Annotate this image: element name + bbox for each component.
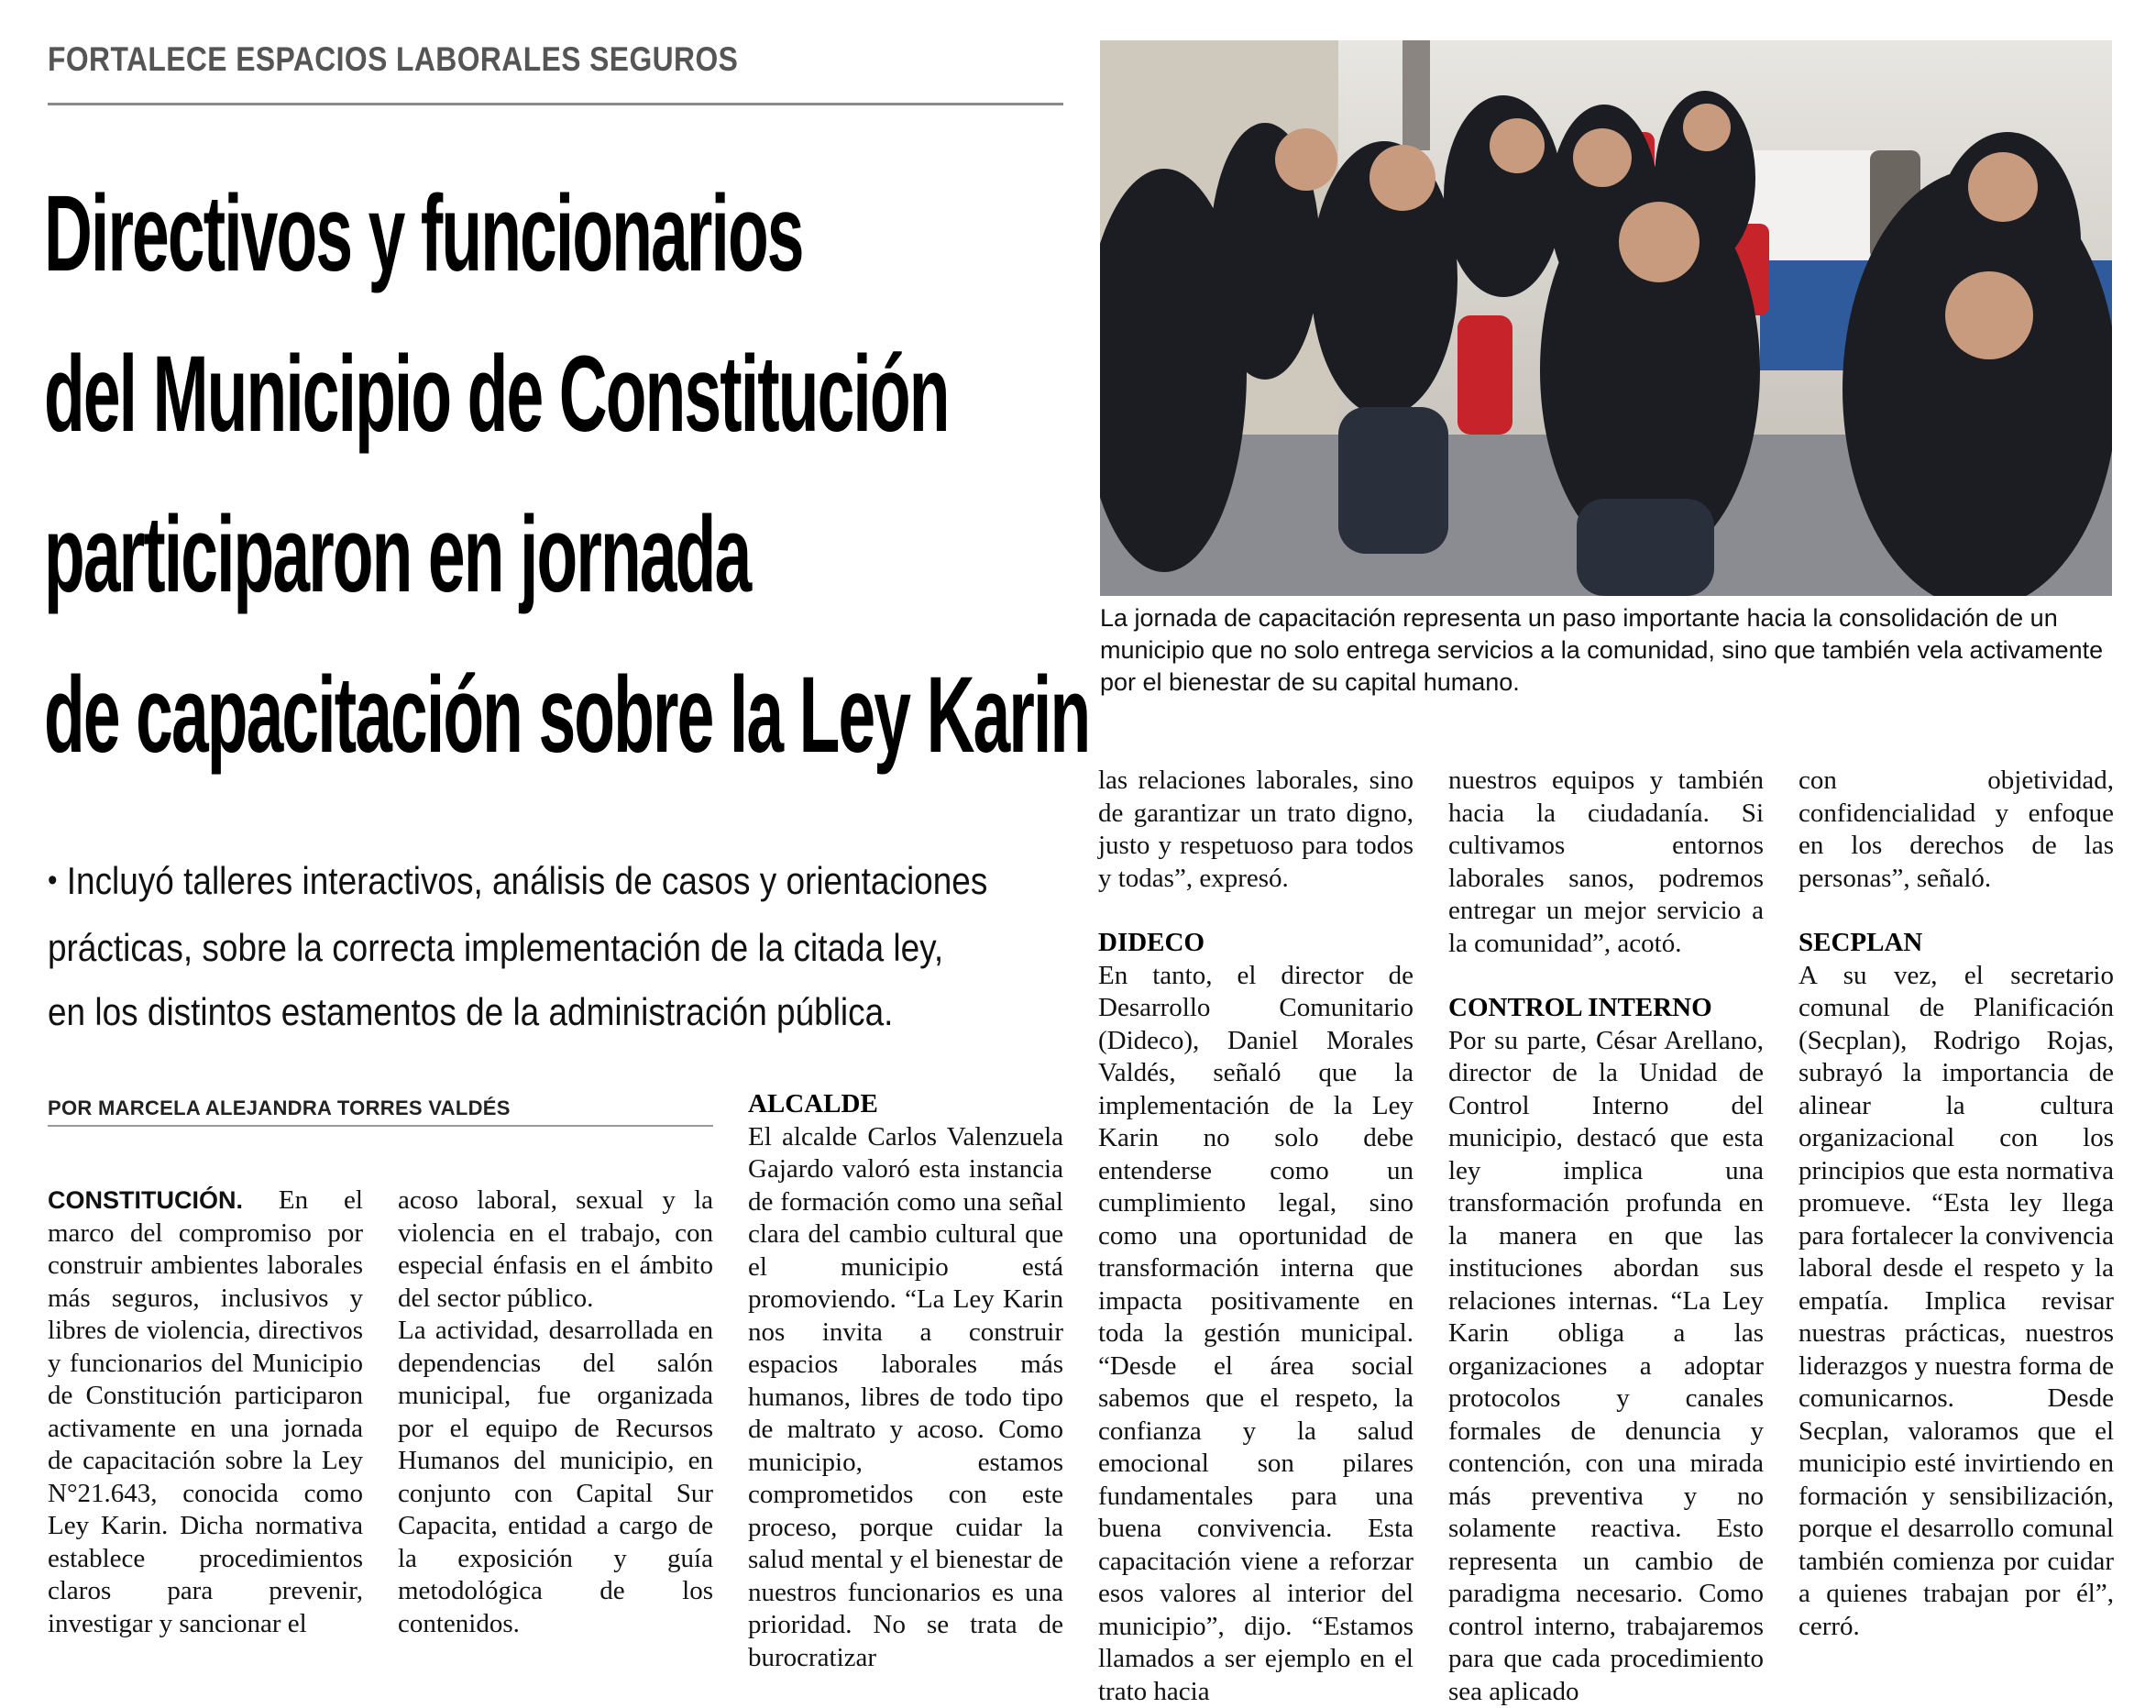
headline-line: de capacitación sobre la Ley Karin <box>44 635 896 796</box>
body-text: A su vez, el secretario comunal de Planificación (Secplan), Rodrigo Rojas, subrayó la importancia de alinear la cultura organizacional con los principios que esta normativa promueve. “Esta ley llega para fortalecer la convivencia laboral desde el respeto y la empatía. Implica revisar nuestras prácticas, nuestros liderazgos y nuestra forma de comunicarnos. Desde Secplan, valoramos que el municipio esté invirtiendo en formación y sensibilización, porque el desarrollo comunal también comienza por cuidar a quienes trabajan por él”, cerró. <box>1798 960 2114 1644</box>
article-photo <box>1100 40 2112 596</box>
subheading-control-interno: CONTROL INTERNO <box>1448 992 1764 1025</box>
body-column-2 <box>398 1185 713 1640</box>
body-column-1 <box>48 1185 363 1640</box>
lead-line: Incluyó talleres interactivos, análisis de casos y orientaciones <box>67 859 988 902</box>
kicker-divider <box>48 103 1063 105</box>
lead-summary <box>48 849 1064 1044</box>
body-text: El alcalde Carlos Valenzuela Gajardo valoró esta instancia de formación como una señal clara del cambio cultural que el municipio está promoviendo. “La Ley Karin nos invita a construir espacios laborales más humanos, libres de todo tipo de maltrato y acoso. Como municipio, estamos comprometidos con este proceso, porque cuidar la salud mental y el bienestar de nuestros funcionarios es una prioridad. No se trata de burocratizar <box>748 1121 1063 1675</box>
photo-caption: La jornada de capacitación representa un paso importante hacia la consolidación de un municipio que no solo entrega servicios a la comunidad, sino que también vela activamente por el bienestar de su capital humano. <box>1100 602 2127 699</box>
headline-line: del Municipio de Constitución <box>44 314 896 475</box>
body-column-5 <box>1448 765 1764 1708</box>
byline-divider <box>48 1125 713 1127</box>
byline: POR MARCELA ALEJANDRA TORRES VALDÉS <box>48 1096 511 1120</box>
body-column-6 <box>1798 765 2114 1643</box>
lead-line: prácticas, sobre la correcta implementación de la citada ley, <box>48 916 1064 980</box>
body-text: nuestros equipos y también hacia la ciudadanía. Si cultivamos entornos laborales sanos, podremos entregar un mejor servicio a la comunidad”, acotó. <box>1448 765 1764 960</box>
section-kicker: FORTALECE ESPACIOS LABORALES SEGUROS <box>48 40 738 79</box>
body-text: En tanto, el director de Desarrollo Comunitario (Dideco), Daniel Morales Valdés, señaló que la implementación de la Ley Karin no solo debe entenderse como un cumplimiento legal, sino como una oportunidad de transformación interna que impacta positivamente en toda la gestión municipal. “Desde el área social sabemos que el respeto, la confianza y la salud emocional son pilares fundamentales para una buena convivencia. Esta capacitación viene a reforzar esos valores al interior del municipio”, dijo. “Estamos llamados a ser ejemplo en el trato hacia <box>1098 960 1414 1708</box>
body-text: las relaciones laborales, sino de garantizar un trato digno, justo y respetuoso para todos y todas”, expresó. <box>1098 765 1414 895</box>
headline-line: participaron en jornada <box>44 475 896 635</box>
body-text: La actividad, desarrollada en dependencias del salón municipal, fue organizada por el equipo de Recursos Humanos del municipio, en conjunto con Capital Sur Capacita, entidad a cargo de la exposición y guía metodológica de los contenidos. <box>398 1315 713 1640</box>
body-text: con objetividad, confidencialidad y enfoque en los derechos de las personas”, señaló. <box>1798 765 2114 895</box>
subheading-alcalde: ALCALDE <box>748 1088 1063 1121</box>
subheading-secplan: SECPLAN <box>1798 927 2114 960</box>
headline <box>44 154 896 796</box>
body-column-3 <box>748 1088 1063 1674</box>
headline-line: Directivos y funcionarios <box>44 154 896 314</box>
subheading-dideco: DIDECO <box>1098 927 1414 960</box>
body-text: acoso laboral, sexual y la violencia en el trabajo, con especial énfasis en el ámbito del sector público. <box>398 1185 713 1315</box>
body-text: Por su parte, César Arellano, director de la Unidad de Control Interno del municipio, destacó que esta ley implica una transformación profunda en la manera en que las instituciones abordan sus relaciones internas. “La Ley Karin obliga a las organizaciones a adoptar protocolos y canales formales de denuncia y contención, con una mirada más preventiva y no solamente reactiva. Esto representa un cambio de paradigma necesario. Como control interno, trabajaremos para que cada procedimiento sea aplicado <box>1448 1025 1764 1708</box>
lead-line: en los distintos estamentos de la administración pública. <box>48 980 1064 1044</box>
body-text: En el marco del compromiso por construir ambientes laborales más seguros, inclusivos y libres de violencia, directivos y funcionarios del Municipio de Constitución participaron activamente en una jornada de capacitación sobre la Ley N°21.643, conocida como Ley Karin. Dicha normativa establece procedimientos claros para prevenir, investigar y sancionar el <box>48 1185 363 1638</box>
bullet-icon: • <box>48 863 57 898</box>
dateline: CONSTITUCIÓN. <box>48 1186 243 1214</box>
body-column-4 <box>1098 765 1414 1708</box>
